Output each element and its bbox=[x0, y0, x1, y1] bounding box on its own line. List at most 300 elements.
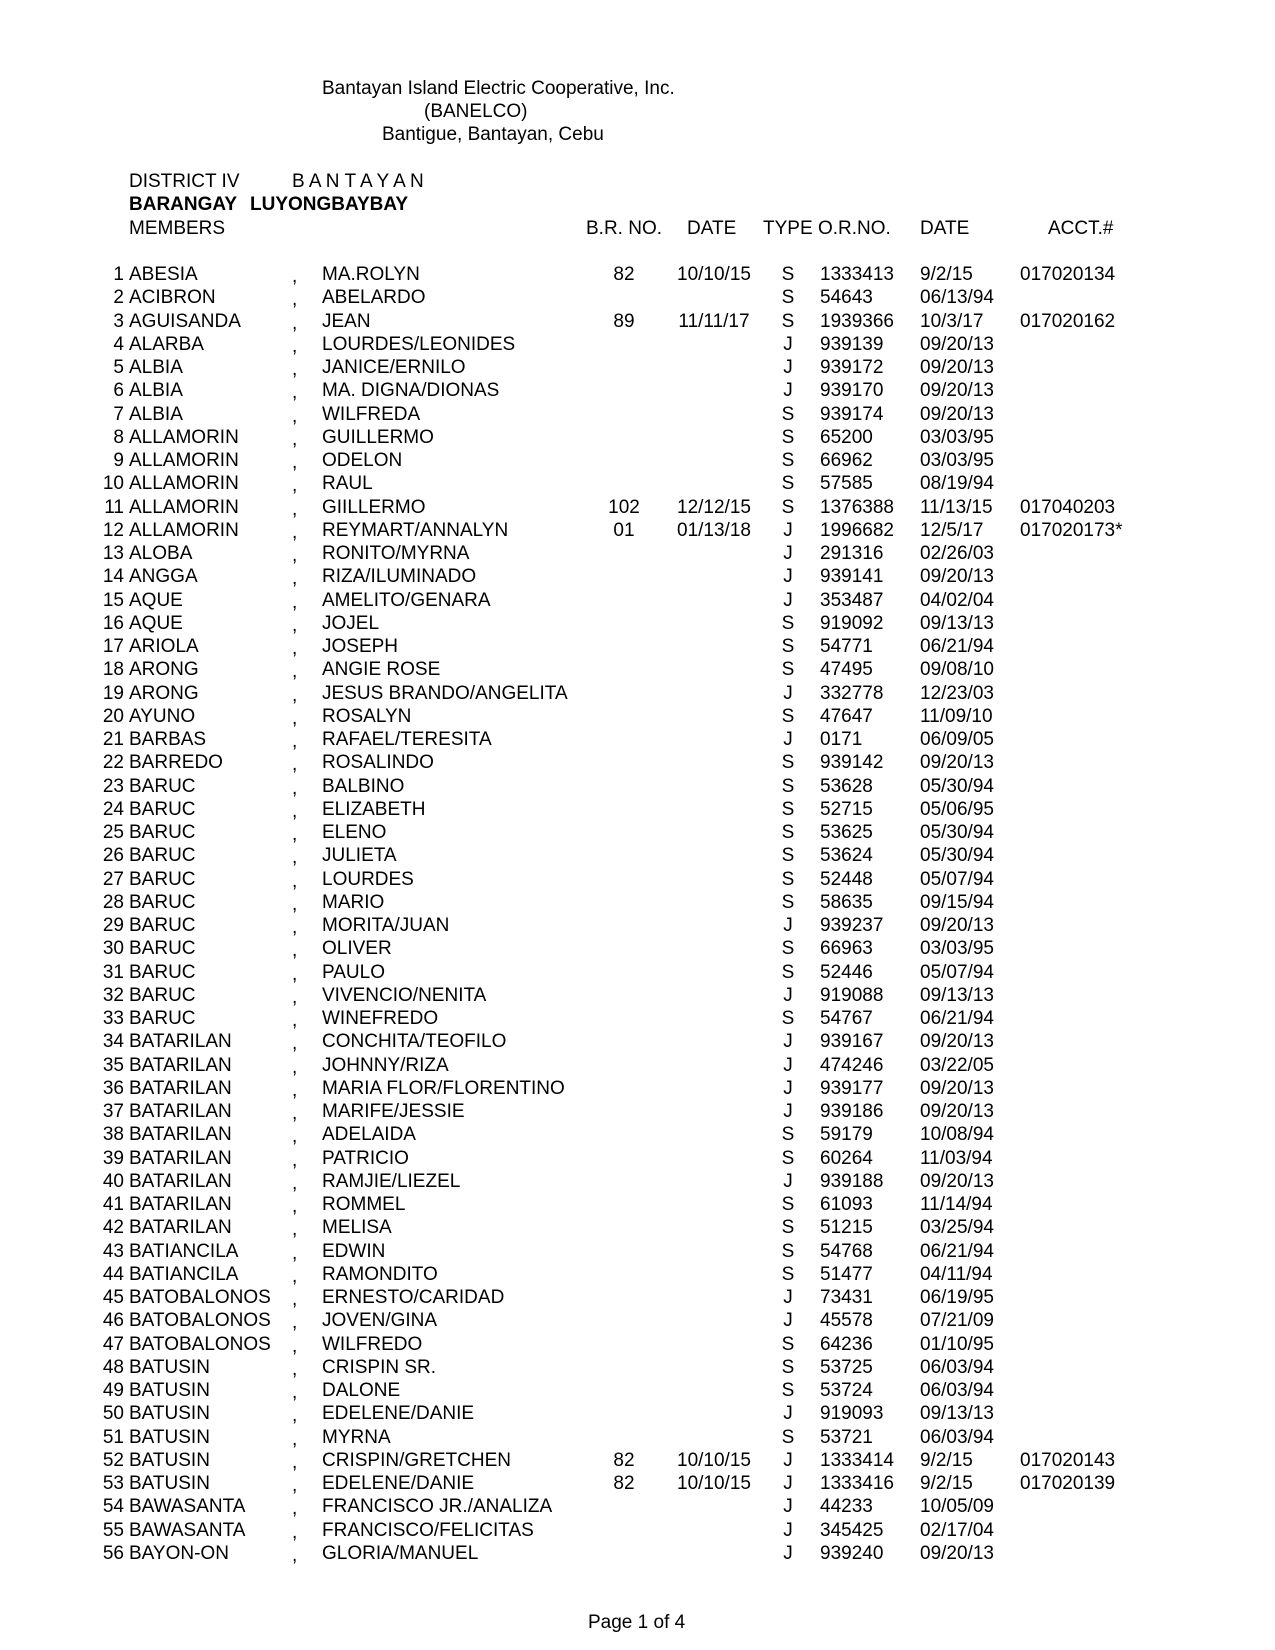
name-separator: , bbox=[292, 1405, 298, 1427]
member-first-name: EDELENE/DANIE bbox=[322, 1473, 475, 1494]
name-separator: , bbox=[292, 1265, 298, 1287]
member-number: 37 bbox=[102, 1101, 124, 1122]
or-number: 919093 bbox=[820, 1403, 884, 1425]
member-number: 41 bbox=[102, 1194, 124, 1215]
member-last-name: BATUSIN bbox=[129, 1473, 210, 1494]
table-row bbox=[0, 473, 1275, 496]
table-row bbox=[0, 1217, 1275, 1240]
member-first-name: MORITA/JUAN bbox=[322, 915, 450, 936]
or-number: 57585 bbox=[820, 473, 873, 495]
or-number: 53624 bbox=[820, 845, 873, 867]
or-number: 47495 bbox=[820, 659, 873, 681]
member-first-name: LOURDES/LEONIDES bbox=[322, 333, 516, 355]
member-first-name: ABELARDO bbox=[322, 287, 426, 309]
or-date: 09/20/13 bbox=[920, 915, 994, 936]
member-last-name: AGUISANDA bbox=[129, 310, 241, 332]
table-row bbox=[0, 892, 1275, 915]
member-number: 23 bbox=[102, 775, 124, 797]
br-number: 82 bbox=[613, 264, 635, 285]
member-type: J bbox=[783, 1170, 793, 1192]
or-date: 09/20/13 bbox=[920, 566, 994, 588]
or-date: 11/13/15 bbox=[920, 496, 993, 518]
or-date: 05/07/94 bbox=[920, 961, 994, 983]
member-type: J bbox=[783, 589, 793, 611]
table-row bbox=[0, 613, 1275, 636]
member-number: 22 bbox=[102, 752, 124, 774]
or-number: 1996682 bbox=[820, 519, 894, 541]
name-separator: , bbox=[292, 707, 298, 729]
or-number: 939240 bbox=[820, 1542, 884, 1564]
member-first-name: WILFREDA bbox=[322, 403, 421, 425]
name-separator: , bbox=[292, 1335, 298, 1357]
or-date: 12/5/17 bbox=[920, 519, 984, 541]
member-first-name: DALONE bbox=[322, 1380, 401, 1401]
member-first-name: MELISA bbox=[322, 1217, 392, 1239]
member-first-name: ROSALINDO bbox=[322, 752, 434, 774]
br-date: 01/13/18 bbox=[677, 519, 751, 541]
member-number: 21 bbox=[102, 729, 124, 750]
name-separator: , bbox=[292, 1172, 298, 1194]
member-number: 43 bbox=[102, 1240, 124, 1262]
or-number: 345425 bbox=[820, 1519, 884, 1541]
member-first-name: JOVEN/GINA bbox=[322, 1310, 438, 1332]
or-number: 53721 bbox=[820, 1426, 873, 1448]
table-row bbox=[0, 450, 1275, 473]
name-separator: , bbox=[292, 1242, 298, 1264]
member-number: 35 bbox=[102, 1054, 124, 1076]
member-last-name: BARUC bbox=[129, 1008, 196, 1029]
name-separator: , bbox=[292, 568, 298, 590]
member-type: J bbox=[783, 566, 793, 588]
name-separator: , bbox=[292, 289, 298, 311]
or-number: 52715 bbox=[820, 798, 873, 820]
or-number: 939141 bbox=[820, 566, 884, 588]
or-date: 05/30/94 bbox=[920, 775, 994, 797]
or-number: 54643 bbox=[820, 287, 873, 309]
member-first-name: EDELENE/DANIE bbox=[322, 1403, 475, 1425]
table-row bbox=[0, 590, 1275, 613]
or-number: 60264 bbox=[820, 1147, 873, 1169]
or-date: 11/09/10 bbox=[920, 705, 993, 727]
br-number: 01 bbox=[613, 519, 635, 541]
name-separator: , bbox=[292, 940, 298, 962]
name-separator: , bbox=[292, 824, 298, 845]
table-row bbox=[0, 938, 1275, 961]
or-date: 12/23/03 bbox=[920, 682, 994, 704]
member-type: J bbox=[783, 1403, 793, 1425]
member-last-name: ABESIA bbox=[129, 264, 198, 285]
member-first-name: OLIVER bbox=[322, 938, 392, 960]
or-number: 59179 bbox=[820, 1124, 873, 1146]
or-number: 1376388 bbox=[820, 496, 894, 518]
or-date: 11/14/94 bbox=[920, 1194, 993, 1215]
name-separator: , bbox=[292, 1451, 298, 1473]
table-row bbox=[0, 776, 1275, 799]
table-row bbox=[0, 1124, 1275, 1147]
member-number: 19 bbox=[102, 682, 124, 704]
or-date: 9/2/15 bbox=[920, 1473, 973, 1494]
table-row bbox=[0, 636, 1275, 659]
account-number: 017020134 bbox=[1020, 264, 1116, 285]
table-row bbox=[0, 543, 1275, 566]
member-last-name: BATARILAN bbox=[129, 1031, 232, 1053]
name-separator: , bbox=[292, 963, 298, 985]
member-type: J bbox=[783, 380, 793, 402]
or-number: 53725 bbox=[820, 1356, 873, 1378]
name-separator: , bbox=[292, 638, 298, 659]
or-number: 1939366 bbox=[820, 310, 894, 332]
member-type: S bbox=[781, 1380, 795, 1401]
member-number: 12 bbox=[102, 519, 124, 541]
member-type: S bbox=[781, 1426, 795, 1448]
member-first-name: ODELON bbox=[322, 450, 403, 471]
or-number: 45578 bbox=[820, 1310, 873, 1332]
br-date: 12/12/15 bbox=[677, 496, 751, 518]
or-number: 52446 bbox=[820, 961, 873, 983]
member-last-name: BATARILAN bbox=[129, 1170, 232, 1192]
name-separator: , bbox=[292, 800, 298, 822]
name-separator: , bbox=[292, 428, 298, 450]
or-date: 08/19/94 bbox=[920, 473, 994, 495]
member-number: 25 bbox=[102, 822, 124, 843]
member-number: 51 bbox=[102, 1426, 124, 1448]
member-number: 15 bbox=[102, 589, 124, 611]
or-date: 09/20/13 bbox=[920, 1170, 994, 1192]
col-members: MEMBERS bbox=[129, 218, 226, 239]
or-number: 58635 bbox=[820, 891, 873, 913]
member-type: J bbox=[783, 357, 793, 378]
member-type: J bbox=[783, 915, 793, 936]
member-last-name: BATIANCILA bbox=[129, 1263, 239, 1285]
member-type: S bbox=[781, 891, 795, 913]
member-last-name: BATOBALONOS bbox=[129, 1287, 271, 1308]
table-row bbox=[0, 334, 1275, 357]
name-separator: , bbox=[292, 312, 298, 334]
member-first-name: RAMJIE/LIEZEL bbox=[322, 1170, 461, 1192]
table-row bbox=[0, 962, 1275, 985]
table-row bbox=[0, 427, 1275, 450]
or-number: 53724 bbox=[820, 1380, 873, 1401]
member-type: S bbox=[781, 1240, 795, 1262]
member-type: J bbox=[783, 1054, 793, 1076]
member-type: J bbox=[783, 1473, 793, 1494]
member-type: S bbox=[781, 636, 795, 657]
name-separator: , bbox=[292, 591, 298, 613]
member-type: S bbox=[781, 1147, 795, 1169]
member-number: 29 bbox=[102, 915, 124, 936]
name-separator: , bbox=[292, 1103, 298, 1124]
or-date: 04/11/94 bbox=[920, 1263, 993, 1285]
or-number: 939174 bbox=[820, 403, 884, 425]
name-separator: , bbox=[292, 1079, 298, 1101]
or-date: 06/03/94 bbox=[920, 1380, 994, 1401]
member-type: S bbox=[781, 1333, 795, 1355]
name-separator: , bbox=[292, 1521, 298, 1543]
member-type: J bbox=[783, 1310, 793, 1332]
member-last-name: ARONG bbox=[129, 659, 199, 681]
member-type: J bbox=[783, 1519, 793, 1541]
name-separator: , bbox=[292, 452, 298, 473]
member-number: 3 bbox=[113, 310, 124, 332]
member-first-name: GLORIA/MANUEL bbox=[322, 1542, 479, 1564]
or-number: 66962 bbox=[820, 450, 873, 471]
member-number: 38 bbox=[102, 1124, 124, 1146]
name-separator: , bbox=[292, 1010, 298, 1031]
or-number: 939186 bbox=[820, 1101, 884, 1122]
table-row bbox=[0, 311, 1275, 334]
table-row bbox=[0, 287, 1275, 310]
member-type: S bbox=[781, 1263, 795, 1285]
table-row bbox=[0, 357, 1275, 380]
member-type: S bbox=[781, 961, 795, 983]
member-first-name: RAMONDITO bbox=[322, 1263, 438, 1285]
or-number: 1333416 bbox=[820, 1473, 894, 1494]
name-separator: , bbox=[292, 917, 298, 938]
member-type: J bbox=[783, 1031, 793, 1053]
member-first-name: ADELAIDA bbox=[322, 1124, 416, 1146]
table-row bbox=[0, 1264, 1275, 1287]
or-date: 06/03/94 bbox=[920, 1356, 994, 1378]
member-number: 5 bbox=[113, 357, 124, 378]
or-date: 02/17/04 bbox=[920, 1519, 994, 1541]
member-last-name: ARONG bbox=[129, 682, 199, 704]
or-number: 64236 bbox=[820, 1333, 873, 1355]
or-number: 939172 bbox=[820, 357, 884, 378]
member-last-name: ANGGA bbox=[129, 566, 198, 588]
or-date: 05/06/95 bbox=[920, 798, 994, 820]
name-separator: , bbox=[292, 1056, 298, 1078]
member-number: 10 bbox=[102, 473, 124, 495]
or-date: 06/21/94 bbox=[920, 1240, 994, 1262]
member-number: 14 bbox=[102, 566, 124, 588]
name-separator: , bbox=[292, 661, 298, 683]
member-number: 49 bbox=[102, 1380, 124, 1401]
member-first-name: MARIO bbox=[322, 891, 385, 913]
member-first-name: CRISPIN SR. bbox=[322, 1356, 437, 1378]
page-number: Page 1 of 4 bbox=[588, 1612, 686, 1633]
table-row bbox=[0, 1194, 1275, 1217]
name-separator: , bbox=[292, 359, 298, 380]
member-last-name: AQUE bbox=[129, 589, 183, 611]
member-number: 6 bbox=[113, 380, 124, 402]
member-number: 8 bbox=[113, 426, 124, 448]
or-number: 61093 bbox=[820, 1194, 873, 1215]
member-type: S bbox=[781, 705, 795, 727]
or-number: 474246 bbox=[820, 1054, 884, 1076]
member-last-name: BARUC bbox=[129, 915, 196, 936]
or-date: 06/09/05 bbox=[920, 729, 994, 750]
br-date: 10/10/15 bbox=[677, 1449, 751, 1471]
col-br-no: B.R. NO. bbox=[586, 218, 663, 239]
or-date: 05/30/94 bbox=[920, 845, 994, 867]
or-number: 939167 bbox=[820, 1031, 884, 1053]
member-last-name: ALLAMORIN bbox=[129, 426, 239, 448]
name-separator: , bbox=[292, 1498, 298, 1520]
member-number: 18 bbox=[102, 659, 124, 681]
table-row bbox=[0, 1031, 1275, 1054]
name-separator: , bbox=[292, 777, 298, 799]
or-number: 66963 bbox=[820, 938, 873, 960]
member-type: S bbox=[781, 1356, 795, 1378]
member-number: 11 bbox=[104, 496, 124, 518]
member-type: S bbox=[781, 287, 795, 309]
member-type: S bbox=[781, 868, 795, 890]
member-type: J bbox=[783, 1077, 793, 1099]
member-first-name: RONITO/MYRNA bbox=[322, 543, 470, 564]
member-type: S bbox=[781, 310, 795, 332]
account-number: 017020173* bbox=[1020, 519, 1123, 541]
member-last-name: ALLAMORIN bbox=[129, 473, 239, 495]
member-number: 4 bbox=[113, 333, 124, 355]
or-date: 03/03/95 bbox=[920, 450, 994, 471]
member-type: S bbox=[781, 1008, 795, 1029]
name-separator: , bbox=[292, 545, 298, 566]
member-last-name: BARUC bbox=[129, 984, 196, 1006]
member-first-name: JOSEPH bbox=[322, 636, 399, 657]
member-first-name: FRANCISCO/FELICITAS bbox=[322, 1519, 534, 1541]
name-separator: , bbox=[292, 1126, 298, 1148]
org-abbr: (BANELCO) bbox=[424, 101, 528, 122]
member-number: 20 bbox=[102, 705, 124, 727]
member-number: 55 bbox=[102, 1519, 124, 1541]
or-number: 332778 bbox=[820, 682, 884, 704]
member-last-name: BARUC bbox=[129, 961, 196, 983]
or-number: 52448 bbox=[820, 868, 873, 890]
member-last-name: BATOBALONOS bbox=[129, 1310, 271, 1332]
table-row bbox=[0, 1241, 1275, 1264]
table-row bbox=[0, 404, 1275, 427]
member-type: S bbox=[781, 1124, 795, 1146]
or-date: 09/20/13 bbox=[920, 1077, 994, 1099]
member-type: S bbox=[781, 822, 795, 843]
table-row bbox=[0, 520, 1275, 543]
org-name: Bantayan Island Electric Cooperative, Inc. bbox=[322, 78, 675, 99]
member-first-name: ANGIE ROSE bbox=[322, 659, 441, 681]
or-date: 9/2/15 bbox=[920, 1449, 973, 1471]
br-date: 11/11/17 bbox=[678, 310, 750, 332]
member-type: S bbox=[781, 1217, 795, 1239]
member-last-name: BAWASANTA bbox=[129, 1496, 246, 1518]
member-first-name: MYRNA bbox=[322, 1426, 391, 1448]
table-row bbox=[0, 1520, 1275, 1543]
name-separator: , bbox=[292, 405, 298, 427]
name-separator: , bbox=[292, 1219, 298, 1241]
account-number: 017020162 bbox=[1020, 310, 1116, 332]
member-number: 39 bbox=[102, 1147, 124, 1169]
or-date: 09/13/13 bbox=[920, 1403, 994, 1425]
member-first-name: MA.ROLYN bbox=[322, 264, 420, 285]
account-number: 017040203 bbox=[1020, 496, 1116, 518]
member-last-name: ALOBA bbox=[129, 543, 193, 564]
member-type: J bbox=[783, 333, 793, 355]
or-date: 09/20/13 bbox=[920, 357, 994, 378]
table-row bbox=[0, 1334, 1275, 1357]
member-last-name: BAYON-ON bbox=[129, 1542, 229, 1564]
member-first-name: ROSALYN bbox=[322, 705, 412, 727]
or-date: 06/19/95 bbox=[920, 1287, 994, 1308]
member-last-name: BATIANCILA bbox=[129, 1240, 239, 1262]
member-first-name: JULIETA bbox=[322, 845, 397, 867]
member-first-name: MARIA FLOR/FLORENTINO bbox=[322, 1077, 565, 1099]
member-first-name: WILFREDO bbox=[322, 1333, 423, 1355]
col-acct: ACCT.# bbox=[1048, 218, 1114, 239]
member-type: J bbox=[783, 682, 793, 704]
table-row bbox=[0, 822, 1275, 845]
member-number: 52 bbox=[102, 1449, 124, 1471]
member-type: S bbox=[781, 473, 795, 495]
or-date: 06/21/94 bbox=[920, 636, 994, 657]
table-row bbox=[0, 752, 1275, 775]
member-last-name: BARUC bbox=[129, 822, 196, 843]
br-date: 10/10/15 bbox=[677, 264, 751, 285]
table-row bbox=[0, 1310, 1275, 1333]
member-first-name: PATRICIO bbox=[322, 1147, 409, 1169]
member-last-name: ALLAMORIN bbox=[129, 519, 239, 541]
table-row bbox=[0, 1450, 1275, 1473]
member-last-name: BARUC bbox=[129, 845, 196, 867]
member-last-name: BATUSIN bbox=[129, 1426, 210, 1448]
member-last-name: AQUE bbox=[129, 612, 183, 634]
table-row bbox=[0, 1101, 1275, 1124]
or-number: 54767 bbox=[820, 1008, 873, 1029]
or-number: 939177 bbox=[820, 1077, 884, 1099]
name-separator: , bbox=[292, 335, 298, 357]
member-first-name: MARIFE/JESSIE bbox=[322, 1101, 465, 1122]
member-type: J bbox=[783, 984, 793, 1006]
name-separator: , bbox=[292, 1196, 298, 1217]
member-number: 26 bbox=[102, 845, 124, 867]
or-date: 09/20/13 bbox=[920, 1542, 994, 1564]
table-row bbox=[0, 659, 1275, 682]
or-date: 04/02/04 bbox=[920, 589, 994, 611]
member-type: S bbox=[781, 403, 795, 425]
account-number: 017020139 bbox=[1020, 1473, 1116, 1494]
table-row bbox=[0, 1171, 1275, 1194]
member-last-name: BARREDO bbox=[129, 752, 223, 774]
or-number: 1333413 bbox=[820, 264, 894, 285]
member-first-name: BALBINO bbox=[322, 775, 405, 797]
org-address: Bantigue, Bantayan, Cebu bbox=[382, 124, 604, 145]
member-type: S bbox=[781, 845, 795, 867]
member-number: 2 bbox=[113, 287, 124, 309]
table-row bbox=[0, 1008, 1275, 1031]
member-number: 47 bbox=[102, 1333, 124, 1355]
barangay-label: BARANGAY bbox=[129, 194, 238, 215]
or-date: 09/13/13 bbox=[920, 984, 994, 1006]
name-separator: , bbox=[292, 1475, 298, 1496]
or-number: 53628 bbox=[820, 775, 873, 797]
or-date: 01/10/95 bbox=[920, 1333, 994, 1355]
or-number: 47647 bbox=[820, 705, 873, 727]
member-last-name: ALARBA bbox=[129, 333, 204, 355]
member-number: 56 bbox=[102, 1542, 124, 1564]
or-date: 09/15/94 bbox=[920, 891, 994, 913]
or-date: 09/13/13 bbox=[920, 612, 994, 634]
name-separator: , bbox=[292, 870, 298, 892]
table-row bbox=[0, 1055, 1275, 1078]
table-row bbox=[0, 1148, 1275, 1171]
or-number: 939142 bbox=[820, 752, 884, 774]
member-last-name: BATARILAN bbox=[129, 1124, 232, 1146]
member-first-name: RAFAEL/TERESITA bbox=[322, 729, 492, 750]
or-number: 939188 bbox=[820, 1170, 884, 1192]
member-number: 50 bbox=[102, 1403, 124, 1425]
table-row bbox=[0, 706, 1275, 729]
table-row bbox=[0, 1403, 1275, 1426]
member-number: 17 bbox=[102, 636, 124, 657]
member-last-name: ACIBRON bbox=[129, 287, 216, 309]
table-row bbox=[0, 1287, 1275, 1310]
